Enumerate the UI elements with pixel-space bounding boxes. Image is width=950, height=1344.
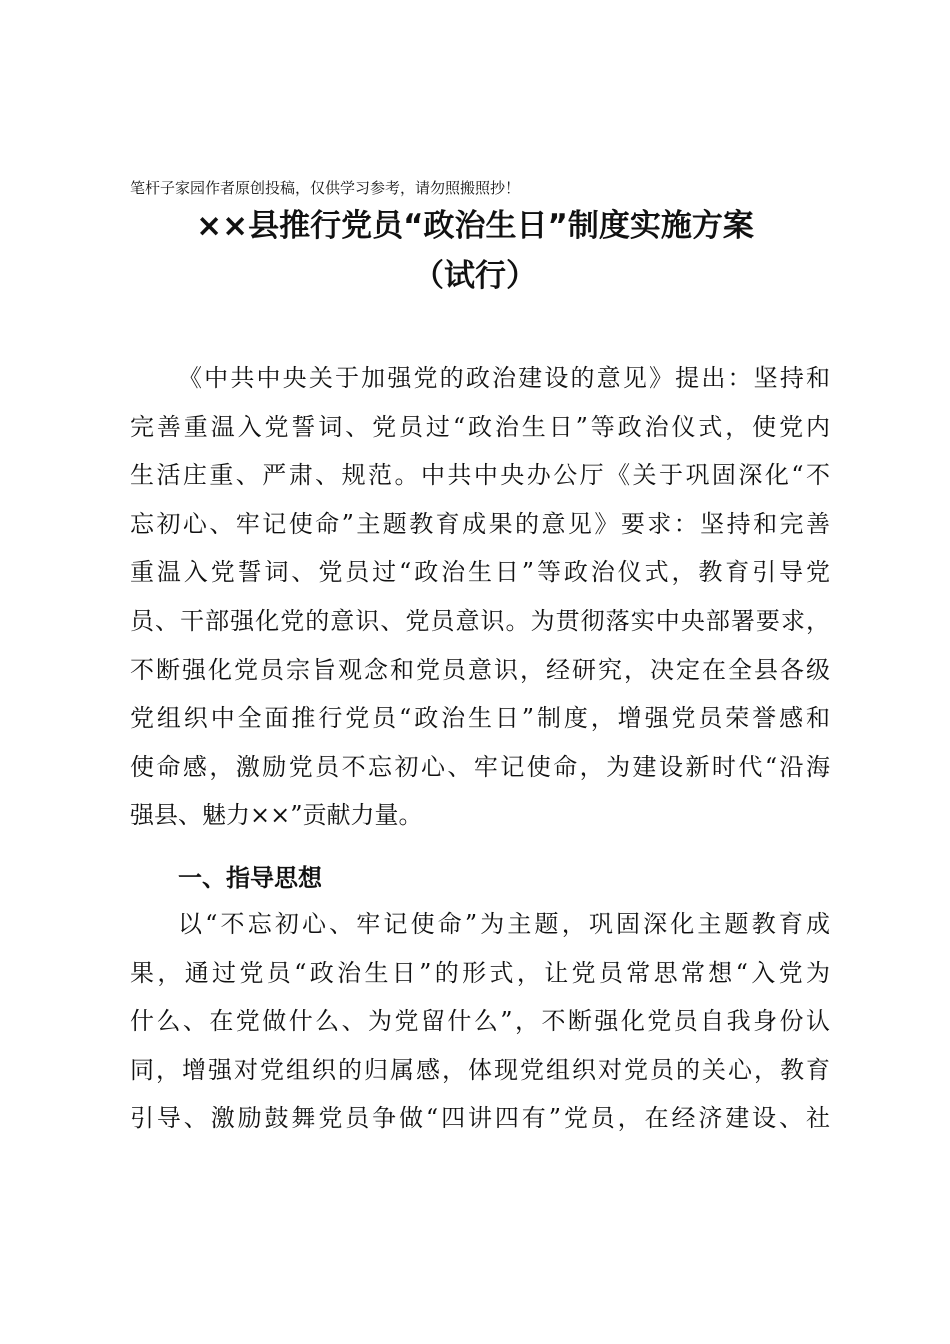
paragraph-line: 不断强化党员宗旨观念和党员意识，经研究，决定在全县各级 xyxy=(130,655,830,684)
paragraph-line: 使命感，激励党员不忘初心、牢记使命，为建设新时代“沿海 xyxy=(130,752,830,781)
paragraph-line: 什么、在党做什么、为党留什么”，不断强化党员自我身份认 xyxy=(130,1007,830,1036)
paragraph-line: 同，增强对党组织的归属感，体现党组织对党员的关心，教育 xyxy=(130,1055,830,1084)
copyright-notice: 笔杆子家园作者原创投稿，仅供学习参考，请勿照搬照抄！ xyxy=(130,179,521,197)
guiding-ideology-paragraph xyxy=(130,900,830,1143)
paragraph-line: 《中共中央关于加强党的政治建设的意见》提出：坚持和 xyxy=(178,364,830,392)
intro-paragraph xyxy=(130,354,830,840)
paragraph-line: 忘初心、牢记使命”主题教育成果的意见》要求：坚持和完善 xyxy=(130,509,830,538)
paragraph-line: 员、干部强化党的意识、党员意识。为贯彻落实中央部署要求， xyxy=(130,606,830,635)
paragraph-line: 果，通过党员“政治生日”的形式，让党员常思常想“入党为 xyxy=(130,958,830,987)
document-title: ××县推行党员“政治生日”制度实施方案 xyxy=(196,208,754,244)
paragraph-line: 强县、魅力××”贡献力量。 xyxy=(130,801,423,830)
paragraph-line: 重温入党誓词、党员过“政治生日”等政治仪式，教育引导党 xyxy=(130,558,830,587)
section-heading-guiding-ideology: 一、指导思想 xyxy=(178,864,322,892)
document-subtitle: （试行） xyxy=(413,258,537,294)
paragraph-line: 以“不忘初心、牢记使命”为主题，巩固深化主题教育成 xyxy=(178,910,830,938)
paragraph-line: 引导、激励鼓舞党员争做“四讲四有”党员，在经济建设、社 xyxy=(130,1104,830,1133)
paragraph-line: 党组织中全面推行党员“政治生日”制度，增强党员荣誉感和 xyxy=(130,704,830,733)
paragraph-line: 完善重温入党誓词、党员过“政治生日”等政治仪式，使党内 xyxy=(130,412,830,441)
paragraph-line: 生活庄重、严肃、规范。中共中央办公厅《关于巩固深化“不 xyxy=(130,461,830,490)
